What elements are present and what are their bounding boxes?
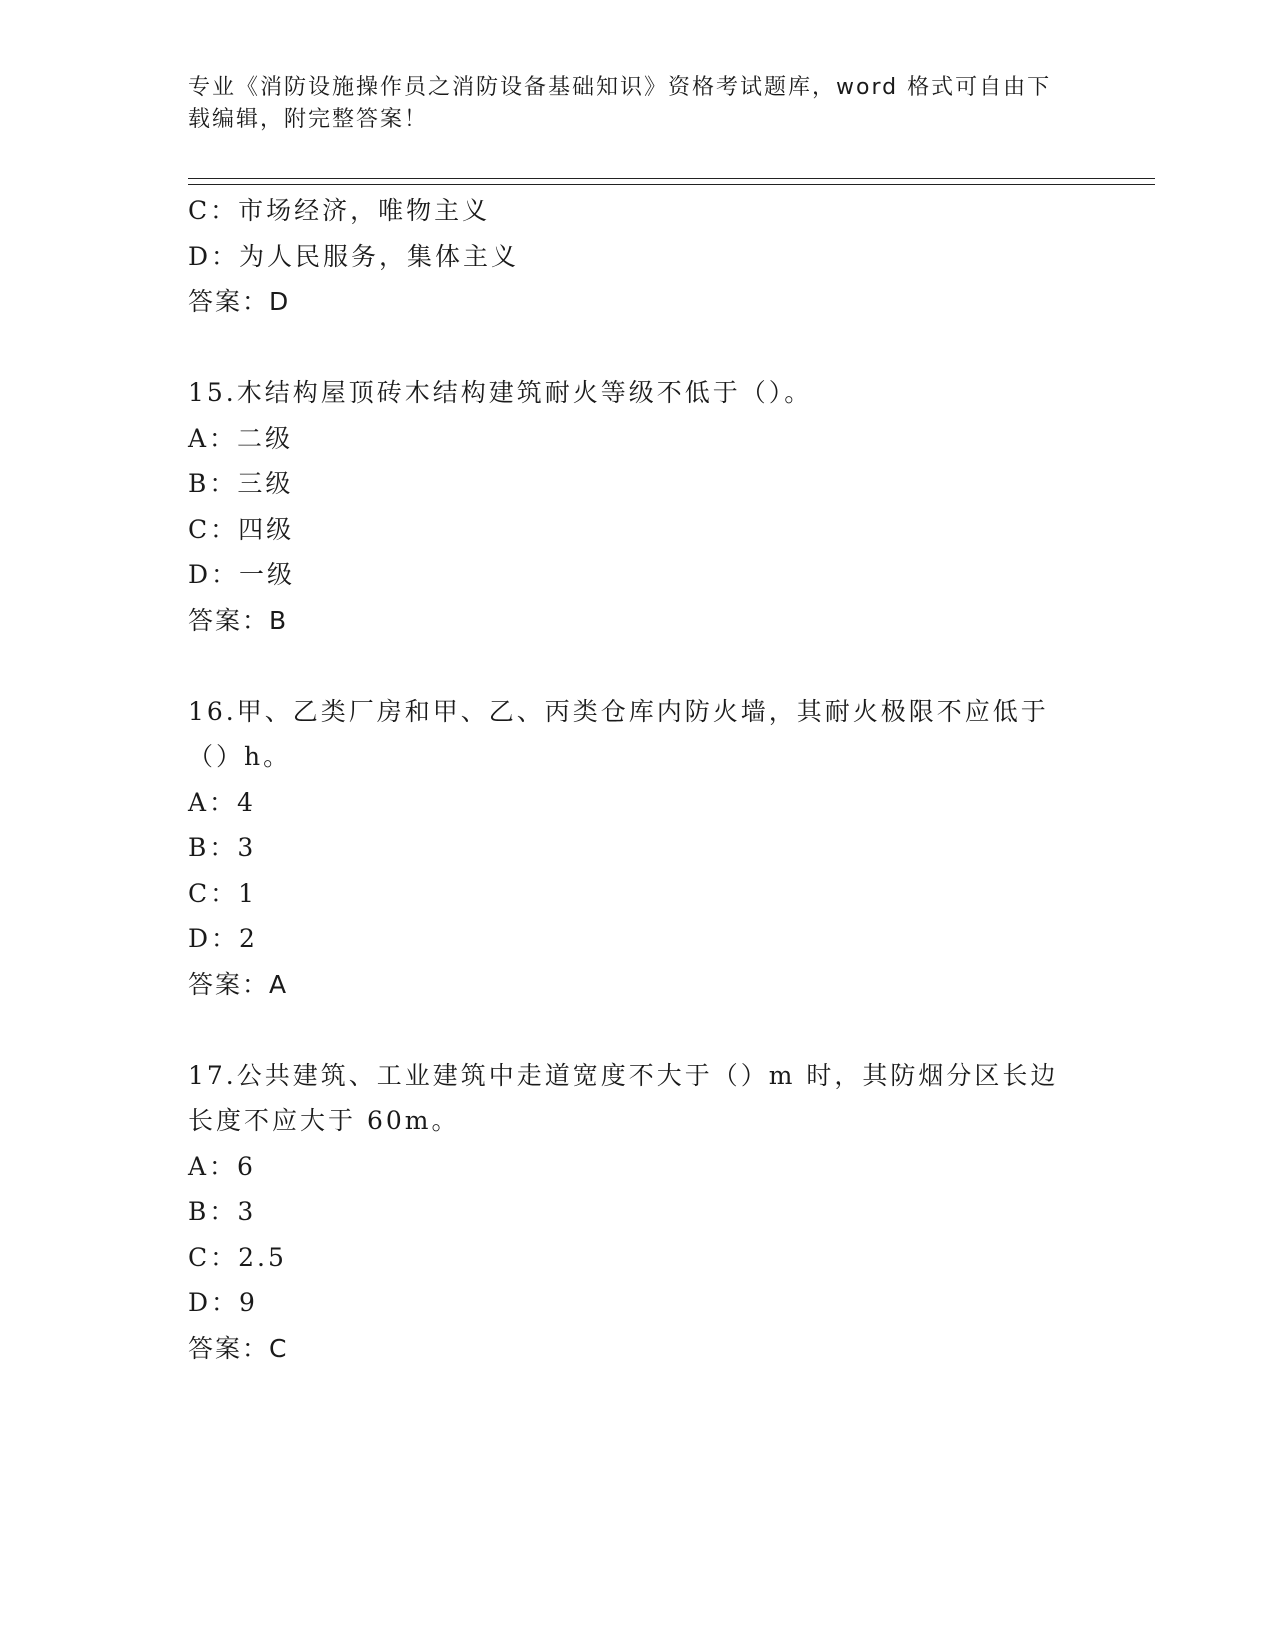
header-divider [188,178,1155,185]
spacer [188,325,1088,371]
answer-label: 答案：A [188,969,289,999]
option-c: C：1 [188,878,258,908]
option-c: C：2.5 [188,1242,287,1272]
option-a: A：二级 [188,423,294,453]
question-list [188,188,1088,1371]
question-stem-line-2: （）h。 [188,742,292,771]
option-d: D：2 [188,924,258,953]
carryover-question [188,188,1088,325]
header-line-2: 载编辑，附完整答案！ [188,107,429,132]
spacer [188,1007,1088,1053]
question-16 [188,689,1088,1008]
option-d: D：一级 [188,560,296,589]
question-stem-line-1: 16.甲、乙类厂房和甲、乙、丙类仓库内防火墙，其耐火极限不应低于 [188,696,1049,726]
option-b: B：3 [188,833,257,862]
answer-label: 答案：D [188,287,291,316]
option-a: A：6 [188,1151,256,1181]
answer-label: 答案：C [188,1333,289,1363]
answer-label: 答案：B [188,605,289,635]
option-a: A：4 [188,787,256,817]
option-d: D：9 [188,1288,258,1317]
question-15 [188,370,1088,643]
option-c: C：四级 [188,514,295,544]
spacer [188,643,1088,689]
option-d: D：为人民服务，集体主义 [188,241,520,271]
option-b: B：3 [188,1197,257,1226]
question-stem: 15.木结构屋顶砖木结构建筑耐火等级不低于（）。 [188,378,813,407]
option-c: C：市场经济，唯物主义 [188,196,491,225]
option-b: B：三级 [188,469,294,498]
question-17 [188,1053,1088,1372]
document-header [188,72,1078,136]
header-line-1: 专业《消防设施操作员之消防设备基础知识》资格考试题库，word 格式可自由下 [188,75,1052,100]
question-stem-line-1: 17.公共建筑、工业建筑中走道宽度不大于（）m 时，其防烟分区长边 [188,1060,1059,1090]
question-stem-line-2: 长度不应大于 60m。 [188,1106,460,1135]
